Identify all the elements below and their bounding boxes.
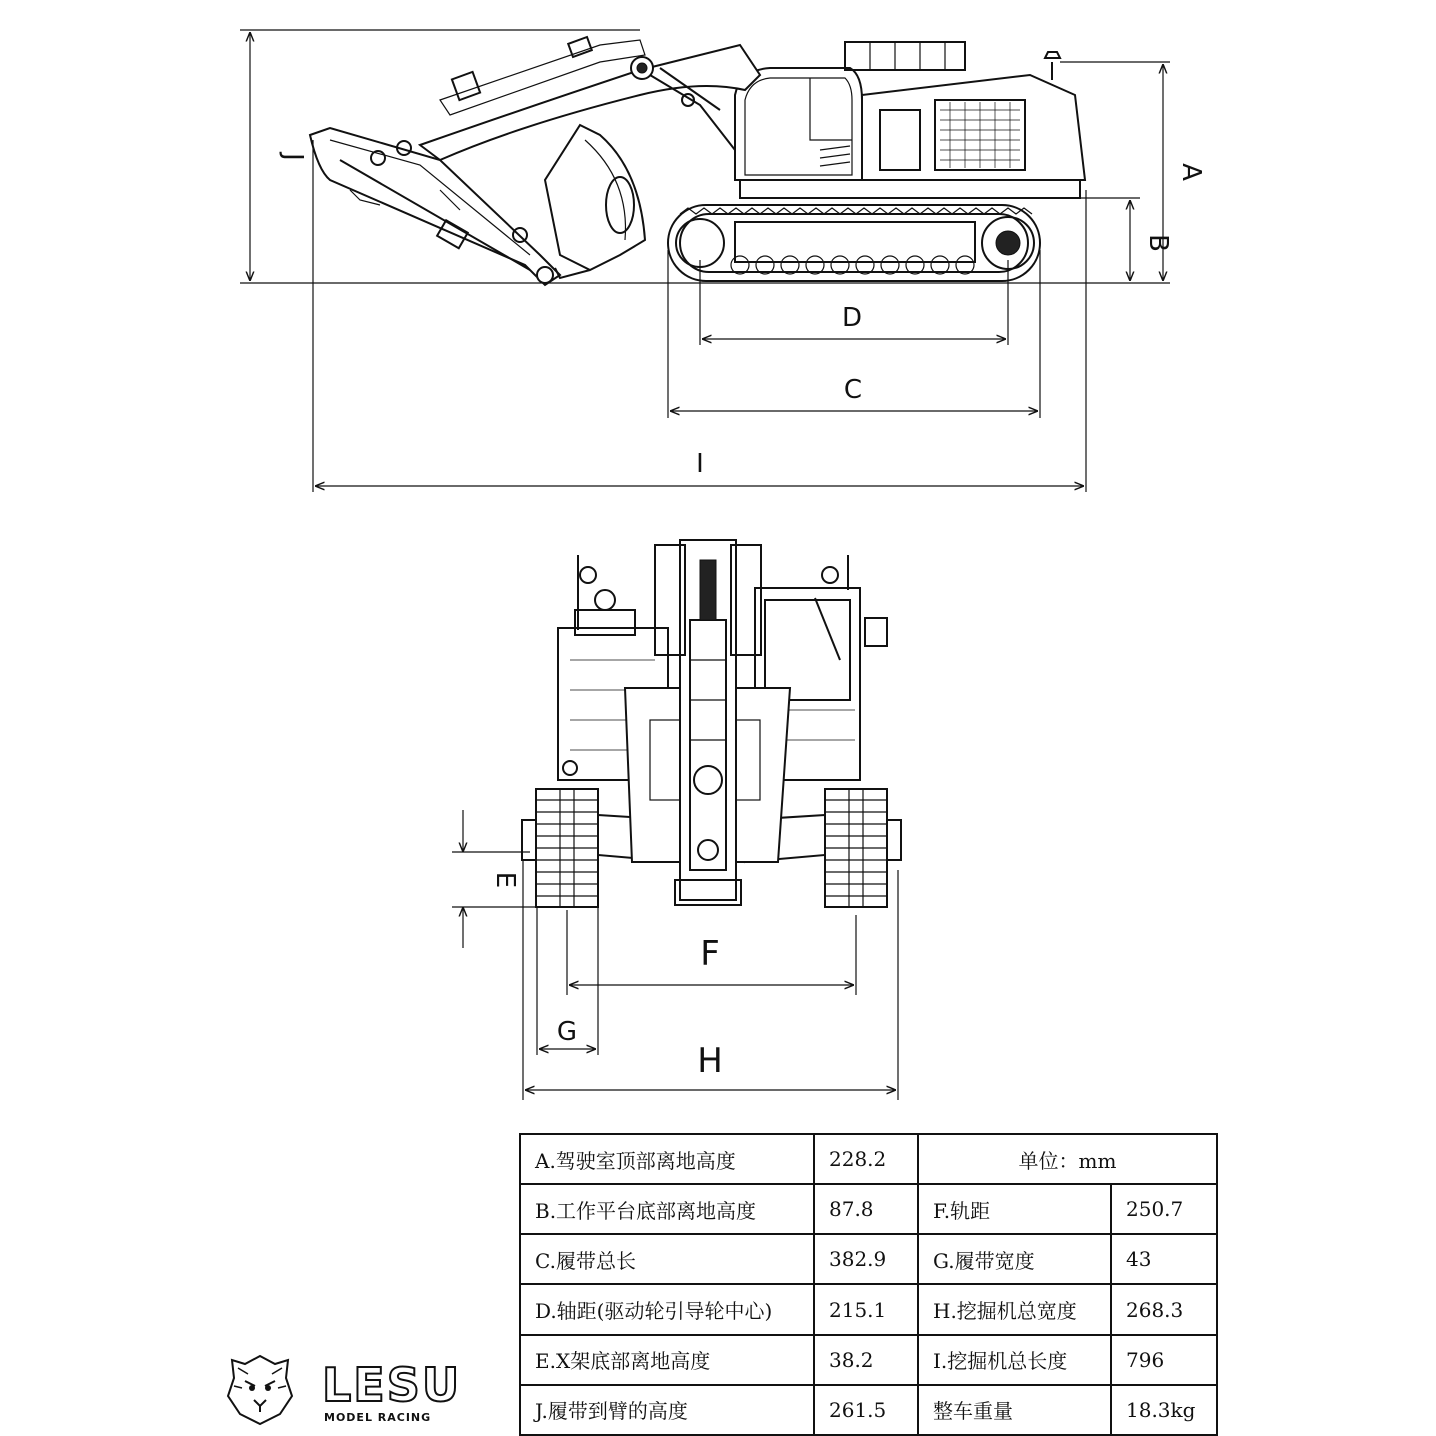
front-view-excavator <box>452 540 901 1100</box>
table-row <box>520 1184 1217 1234</box>
unit-label: 单位：mm <box>918 1134 1217 1184</box>
dim-label-h: H <box>697 1041 723 1081</box>
spec-table <box>519 1133 1218 1436</box>
row-h-label: H.挖掘机总宽度 <box>918 1284 1111 1334</box>
row-g-value: 43 <box>1111 1234 1217 1284</box>
row-h-value: 268.3 <box>1111 1284 1217 1334</box>
row-weight-value: 18.3kg <box>1111 1385 1217 1435</box>
row-j-value: 261.5 <box>814 1385 918 1435</box>
row-a-label: A.驾驶室顶部离地高度 <box>520 1134 814 1184</box>
dim-label-a: A <box>1176 163 1206 181</box>
dim-label-i: I <box>696 449 704 479</box>
table-row <box>520 1385 1217 1435</box>
row-j-label: J.履带到臂的高度 <box>520 1385 814 1435</box>
table-row <box>520 1234 1217 1284</box>
row-i-value: 796 <box>1111 1335 1217 1385</box>
row-b-label: B.工作平台底部离地高度 <box>520 1184 814 1234</box>
brand-tagline: MODEL RACING <box>324 1411 432 1424</box>
dim-label-c: C <box>843 375 863 405</box>
row-e-value: 38.2 <box>814 1335 918 1385</box>
dim-label-j: J <box>278 153 308 161</box>
brand-name: LESU <box>322 1358 462 1412</box>
row-c-value: 382.9 <box>814 1234 918 1284</box>
row-e-label: E.X架底部离地高度 <box>520 1335 814 1385</box>
track-assembly <box>668 205 1040 281</box>
lion-logo-icon <box>228 1356 292 1424</box>
dim-label-d: D <box>841 303 863 333</box>
dim-label-b: B <box>1143 234 1173 252</box>
row-d-value: 215.1 <box>814 1284 918 1334</box>
dim-label-g: G <box>556 1017 578 1047</box>
dim-label-f: F <box>700 934 720 974</box>
row-g-label: G.履带宽度 <box>918 1234 1111 1284</box>
row-weight-label: 整车重量 <box>918 1385 1111 1435</box>
bucket <box>545 125 645 278</box>
dim-label-e: E <box>490 871 520 889</box>
row-b-value: 87.8 <box>814 1184 918 1234</box>
table-row <box>520 1335 1217 1385</box>
row-a-value: 228.2 <box>814 1134 918 1184</box>
upper-structure <box>735 42 1085 198</box>
row-i-label: I.挖掘机总长度 <box>918 1335 1111 1385</box>
side-view-excavator <box>240 30 1206 492</box>
table-row <box>520 1134 1217 1184</box>
table-row <box>520 1284 1217 1334</box>
row-d-label: D.轴距(驱动轮引导轮中心) <box>520 1284 814 1334</box>
row-f-value: 250.7 <box>1111 1184 1217 1234</box>
row-f-label: F.轨距 <box>918 1184 1111 1234</box>
row-c-label: C.履带总长 <box>520 1234 814 1284</box>
